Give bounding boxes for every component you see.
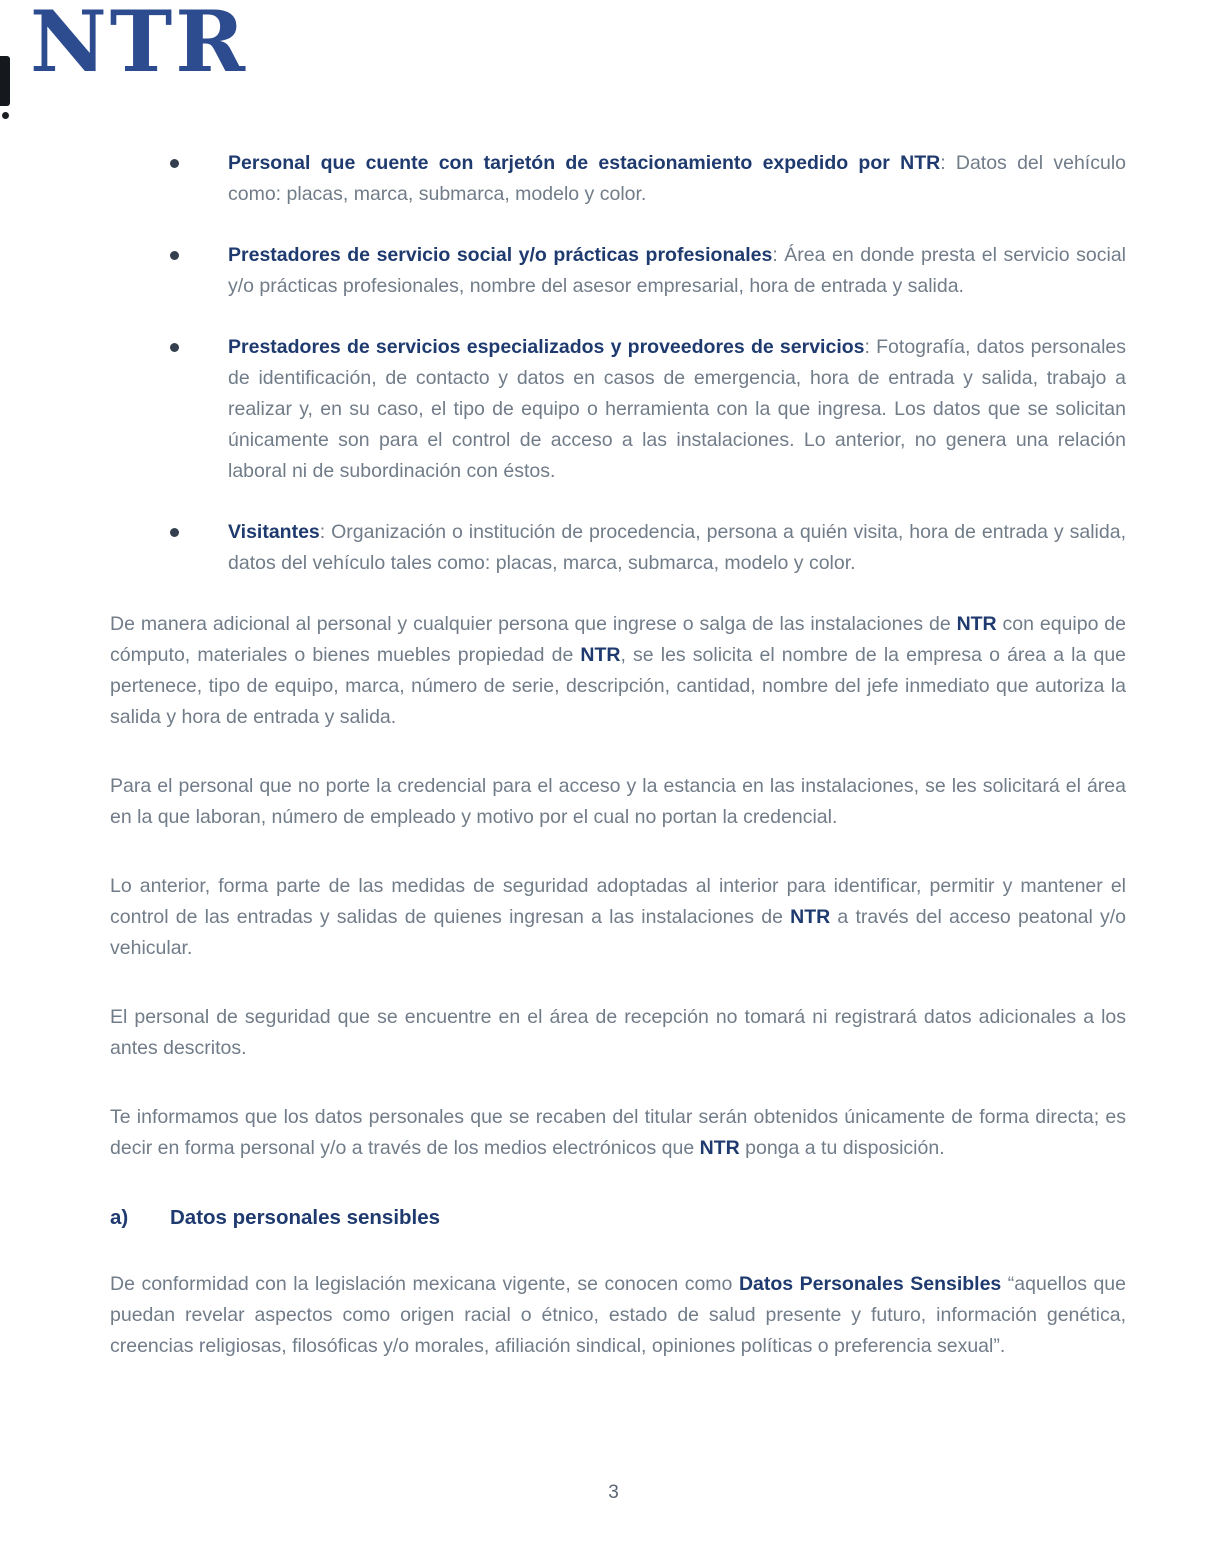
text-run: a través del acceso peatonal y/o vehicular. — [110, 906, 1127, 959]
bold-text-run: Visitantes — [228, 521, 320, 543]
bullet-text — [228, 517, 1126, 579]
bullet-icon — [170, 159, 179, 168]
ntr-logo: NTR — [30, 0, 249, 91]
bullet-icon — [170, 528, 179, 537]
text-run: : Área en donde presta el servicio social y/o prácticas profesionales, nombre del asesor empresarial, hora de entrada y salida. — [228, 244, 1126, 297]
paragraph — [110, 771, 1126, 833]
text-run: “aquellos que puedan revelar aspectos como origen racial o étnico, estado de salud presente y futuro, información genética, creencias religiosas, filosóficas y/o morales, afiliación sindical, opiniones políticas o preferencia sexual”. — [110, 1273, 1127, 1357]
bullet-text — [228, 240, 1126, 302]
paragraph — [110, 1002, 1126, 1064]
text-run: : Fotografía, datos personales de identificación, de contacto y datos en casos de emergencia, hora de entrada y salida, trabajo a realizar y, en su caso, el tipo de equipo o herramienta con la que ingresa. Los datos que se solicitan únicamente son para el control de acceso a las instalaciones. Lo anterior, no genera una relación laboral ni de subordinación con éstos. — [228, 336, 1126, 482]
bullet-text — [228, 148, 1126, 210]
text-run: El personal de seguridad que se encuentre en el área de recepción no tomará ni registrará datos adicionales a los antes descritos. — [110, 1006, 1126, 1059]
paragraph — [110, 871, 1126, 964]
paragraph — [110, 1102, 1126, 1164]
bullet-icon — [170, 343, 179, 352]
text-run: : Datos del vehículo como: placas, marca, submarca, modelo y color. — [228, 152, 1126, 205]
bullet-icon — [170, 251, 179, 260]
scan-artifact-dot — [2, 112, 9, 119]
text-run: Para el personal que no porte la credencial para el acceso y la estancia en las instalaciones, se les solicitará el área en la que laboran, número de empleado y motivo por el cual no portan la credencial. — [110, 775, 1126, 828]
scan-artifact-mark — [0, 56, 10, 106]
paragraph — [110, 1269, 1126, 1362]
text-run: Lo anterior, forma parte de las medidas de seguridad adoptadas al interior para identificar, permitir y mantener el control de las entradas y salidas de quienes ingresan a las instalaciones de — [110, 875, 1126, 928]
bullet-item — [110, 148, 1126, 210]
section-heading-label: a) — [110, 1206, 129, 1229]
bold-text-run: NTR — [956, 613, 997, 635]
section-heading — [110, 1202, 1126, 1233]
bullet-list — [110, 148, 1126, 579]
bold-text-run: NTR — [790, 906, 831, 928]
document-body — [110, 148, 1126, 1400]
bold-text-run: NTR — [580, 644, 621, 666]
bold-text-run: Datos Personales Sensibles — [738, 1273, 1002, 1295]
bullet-item — [110, 240, 1126, 302]
text-run: De conformidad con la legislación mexicana vigente, se conocen como — [110, 1273, 739, 1295]
section-heading-title: Datos personales sensibles — [170, 1206, 441, 1229]
bullet-text — [228, 332, 1126, 487]
bullet-item — [110, 332, 1126, 487]
bold-text-run: Prestadores de servicio social y/o prácticas profesionales — [228, 244, 773, 266]
bold-text-run: NTR — [699, 1137, 740, 1159]
bullet-item — [110, 517, 1126, 579]
bold-text-run: Prestadores de servicios especializados y proveedores de servicios — [228, 336, 865, 358]
text-run: , se les solicita el nombre de la empresa o área a la que pertenece, tipo de equipo, marca, número de serie, descripción, cantidad, nombre del jefe inmediato que autoriza la salida y hora de entrada y salida. — [110, 644, 1127, 728]
paragraph — [110, 609, 1126, 733]
text-run: Te informamos que los datos personales que se recaben del titular serán obtenidos únicamente de forma directa; es decir en forma personal y/o a través de los medios electrónicos que — [110, 1106, 1126, 1159]
text-run: De manera adicional al personal y cualquier persona que ingrese o salga de las instalaciones de — [110, 613, 957, 635]
text-run: ponga a tu disposición. — [739, 1137, 945, 1159]
page-number: 3 — [608, 1482, 619, 1503]
text-run: : Organización o institución de procedencia, persona a quién visita, hora de entrada y salida, datos del vehículo tales como: placas, marca, submarca, modelo y color. — [228, 521, 1126, 574]
bold-text-run: Personal que cuente con tarjetón de estacionamiento expedido por NTR — [228, 152, 941, 174]
text-run: con equipo de cómputo, materiales o bienes muebles propiedad de — [110, 613, 1126, 666]
